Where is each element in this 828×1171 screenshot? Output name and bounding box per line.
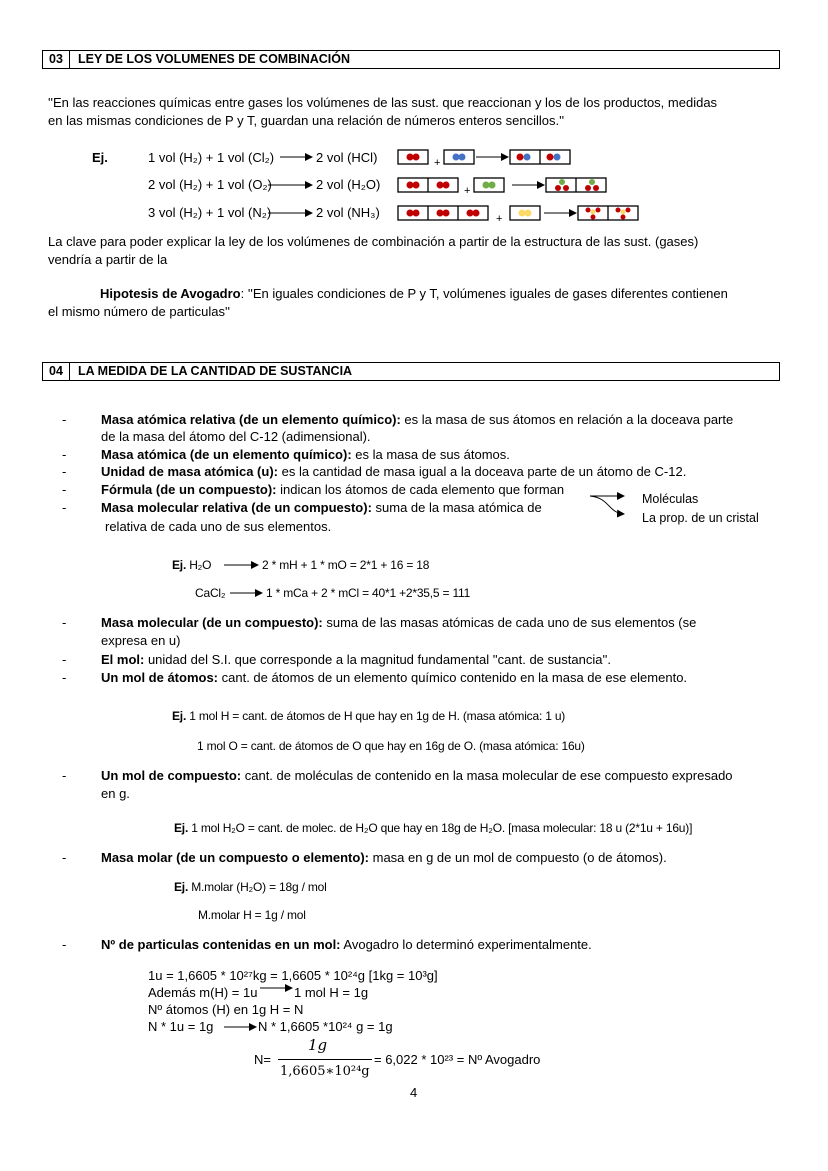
example-label: Ej. (172, 558, 187, 572)
def-masa-molecular-relativa: Masa molecular relativa (de un compuesto): suma de la masa atómica de (101, 500, 542, 515)
bullet: - (62, 464, 67, 479)
def-masa-atomica-relativa: Masa atómica relativa (de un elemento químico): es la masa de sus átomos en relación a la doceava parte (101, 412, 734, 427)
arrow-icon (222, 557, 262, 573)
branch-moleculas: Moléculas (642, 492, 699, 506)
bullet: - (62, 937, 67, 952)
def-masa-molar: Masa molar (de un compuesto o elemento): masa en g de un mol de compuesto (o de átomos). (101, 850, 667, 865)
law-quote-line1: ''En las reacciones químicas entre gases los volúmenes de las sust. que reaccionan y los de los productos, medidas (48, 95, 718, 110)
example-cacl2: 1 * mCa + 2 * mCl = 40*1 +2*35,5 = 111 (266, 586, 471, 600)
def-numero-particulas: Nº de particulas contenidas en un mol: Avogadro lo determinó experimentalmente. (101, 937, 592, 952)
def-unidad-masa-atomica: Unidad de masa atómica (u): es la cantidad de masa igual a la doceava parte de un átomo de C-12. (101, 464, 687, 479)
branch-cristal: La prop. de un cristal (642, 511, 759, 525)
section-number: 04 (43, 363, 70, 380)
fraction-numerator: 1g (308, 1036, 328, 1054)
example-h2o: 2 * mH + 1 * mO = 2*1 + 16 = 18 (262, 558, 430, 572)
section-04-header (42, 362, 780, 381)
example-label: Ej. (174, 821, 189, 835)
arrow-icon (222, 1020, 262, 1034)
fraction-bar (278, 1059, 372, 1060)
bullet: - (62, 447, 67, 462)
arrow-icon (228, 585, 268, 601)
def-masa-molecular: Masa molecular (de un compuesto): suma de las masas atómicas de cada uno de sus elementos (se (101, 615, 697, 630)
def-formula: Fórmula (de un compuesto): indican los átomos de cada elemento que forman (101, 482, 565, 497)
bullet: - (62, 850, 67, 865)
law-quote-line2: en las mismas condiciones de P y T, guardan una relación de números enteros sencillos.'' (48, 113, 565, 128)
section-title: LA MEDIDA DE LA CANTIDAD DE SUSTANCIA (78, 364, 353, 378)
def-mol-atomos: Un mol de átomos: cant. de átomos de un elemento químico contenido en la masa de ese elemento. (101, 670, 688, 685)
avogadro-hypothesis-line2: el mismo número de particulas'' (48, 304, 230, 319)
reaction3-reactants: 3 vol (H₂) + 1 vol (N₂) (148, 205, 272, 220)
avogadro-hypothesis-term: Hipotesis de Avogadro (100, 286, 241, 301)
reaction-diagrams (0, 140, 828, 235)
reaction3-product: 2 vol (NH₃) (316, 205, 380, 220)
fraction-denominator: 1,6605∗10²⁴g (280, 1064, 370, 1079)
bullet: - (62, 500, 67, 515)
plus-sign: + (464, 185, 471, 197)
plus-sign: + (434, 157, 441, 169)
example-label: Ej. (172, 709, 187, 723)
reaction1-reactants: 1 vol (H₂) + 1 vol (Cl₂) (148, 150, 275, 165)
reaction1-product: 2 vol (HCl) (316, 150, 378, 165)
formula-line1: 1u = 1,6605 * 10²⁷kg = 1,6605 * 10²⁴g [1kg = 10³g] (148, 968, 438, 983)
reaction2-reactants: 2 vol (H₂) + 1 vol (O₂) (148, 177, 272, 192)
section-number: 03 (43, 51, 70, 68)
bullet: - (62, 615, 67, 630)
bullet: - (62, 670, 67, 685)
def-masa-atomica: Masa atómica (de un elemento químico): es la masa de sus átomos. (101, 447, 510, 462)
plus-sign: + (496, 213, 503, 225)
def-mol: El mol: unidad del S.I. que corresponde a la magnitud fundamental ''cant. de sustancia''. (101, 652, 612, 667)
reaction2-product: 2 vol (H₂O) (316, 177, 381, 192)
clave-line1: La clave para poder explicar la ley de los volúmenes de combinación a partir de la estructura de las sust. (gases) (48, 234, 699, 249)
avogadro-hypothesis-text: : ''En iguales condiciones de P y T, volúmenes iguales de gases diferentes contienen (240, 286, 728, 301)
bullet: - (62, 652, 67, 667)
section-title: LEY DE LOS VOLUMENES DE COMBINACIÓN (78, 52, 351, 66)
document-page: 03 LEY DE LOS VOLUMENES DE COMBINACIÓN ''En las reacciones químicas entre gases los volúmenes de las sust. que reaccionan y los de los productos, medidas en las mismas condiciones de P y T, guardan una relación de números enteros sencillos.'' Ej. 1 vol (H₂) + 1 vol (Cl₂) 2 vol (HCl) 2 vol (H₂) + 1 vol (O₂) 2 vol (H₂O) 3 vol (H₂) + 1 vol (N₂) 2 vol (NH₃) + + + La clave para poder explicar la ley de los volúmenes de combinación a partir de la estructura de las sust. (gases) vendría a partir de la Hipotesis de Avogadro: ''En iguales condiciones de P y T, volúmenes iguales de gases diferentes contienen el mismo número de particulas'' 04 LA MEDIDA DE LA CANTIDAD DE SUSTANCIA - Masa atómica relativa (de un elemento químico): es la masa de sus átomos en relación a la doceava parte de la masa del átomo del C-12 (adimensional). - Masa atómica (de un elemento químico): es la masa de sus átomos. - Unidad de masa atómica (u): es la cantidad de masa igual a la doceava parte de un átomo de C-12. - Fórmula (de un compuesto): indican los átomos de cada elemento que forman Moléculas La prop. de un cristal - Masa molecular relativa (de un compuesto): suma de la masa atómica de relativa de cada uno de sus elementos. Ej. H₂O 2 * mH + 1 * mO = 2*1 + 16 = 18 CaCl₂ 1 * mCa + 2 * mCl = 40*1 +2*35,5 = 111 - Masa molecular (de un compuesto): suma de las masas atómicas de cada uno de sus elementos (se expresa en u) - El mol: unidad del S.I. que corresponde a la magnitud fundamental ''cant. de sustancia''. - Un mol de átomos: cant. de átomos de un elemento químico contenido en la masa de ese elemento. Ej. 1 mol H = cant. de átomos de H que hay en 1g de H. (masa atómica: 1 u) 1 mol O = cant. de átomos de O que hay en 16g de O. (masa atómica: 16u) - Un mol de compuesto: cant. de moléculas de contenido en la masa molecular de ese compuesto expresado en g. Ej. 1 mol H₂O = cant. de molec. de H₂O que hay en 18g de H₂O. [masa molecular: 18 u (2*1u + 16u)] - Masa molar (de un compuesto o elemento): masa en g de un mol de compuesto (o de átomos). Ej. M.molar (H₂O) = 18g / mol M.molar H = 1g / mol - Nº de particulas contenidas en un mol: Avogadro lo determinó experimentalmente. 1u = 1,6605 * 10²⁷kg = 1,6605 * 10²⁴g [1kg = 10³g] Además m(H) = 1u 1 mol H = 1g Nº átomos (H) en 1g H = N N * 1u = 1g N * 1,6605 *10²⁴ g = 1g N= 1g 1,6605∗10²⁴g = 6,022 * 10²³ = Nº Avogadro 4 (0, 0, 828, 1171)
page-number: 4 (410, 1085, 418, 1100)
clave-line2: vendría a partir de la (48, 252, 168, 267)
example-label: Ej. (92, 150, 108, 165)
bullet: - (62, 768, 67, 783)
bullet: - (62, 412, 67, 427)
example-label: Ej. (174, 880, 189, 894)
arrow-icon (258, 982, 298, 996)
section-03-header (42, 50, 780, 69)
bullet: - (62, 482, 67, 497)
branch-arrows (560, 488, 640, 528)
def-mol-compuesto: Un mol de compuesto: cant. de moléculas de contenido en la masa molecular de ese compuesto expresado (101, 768, 733, 783)
